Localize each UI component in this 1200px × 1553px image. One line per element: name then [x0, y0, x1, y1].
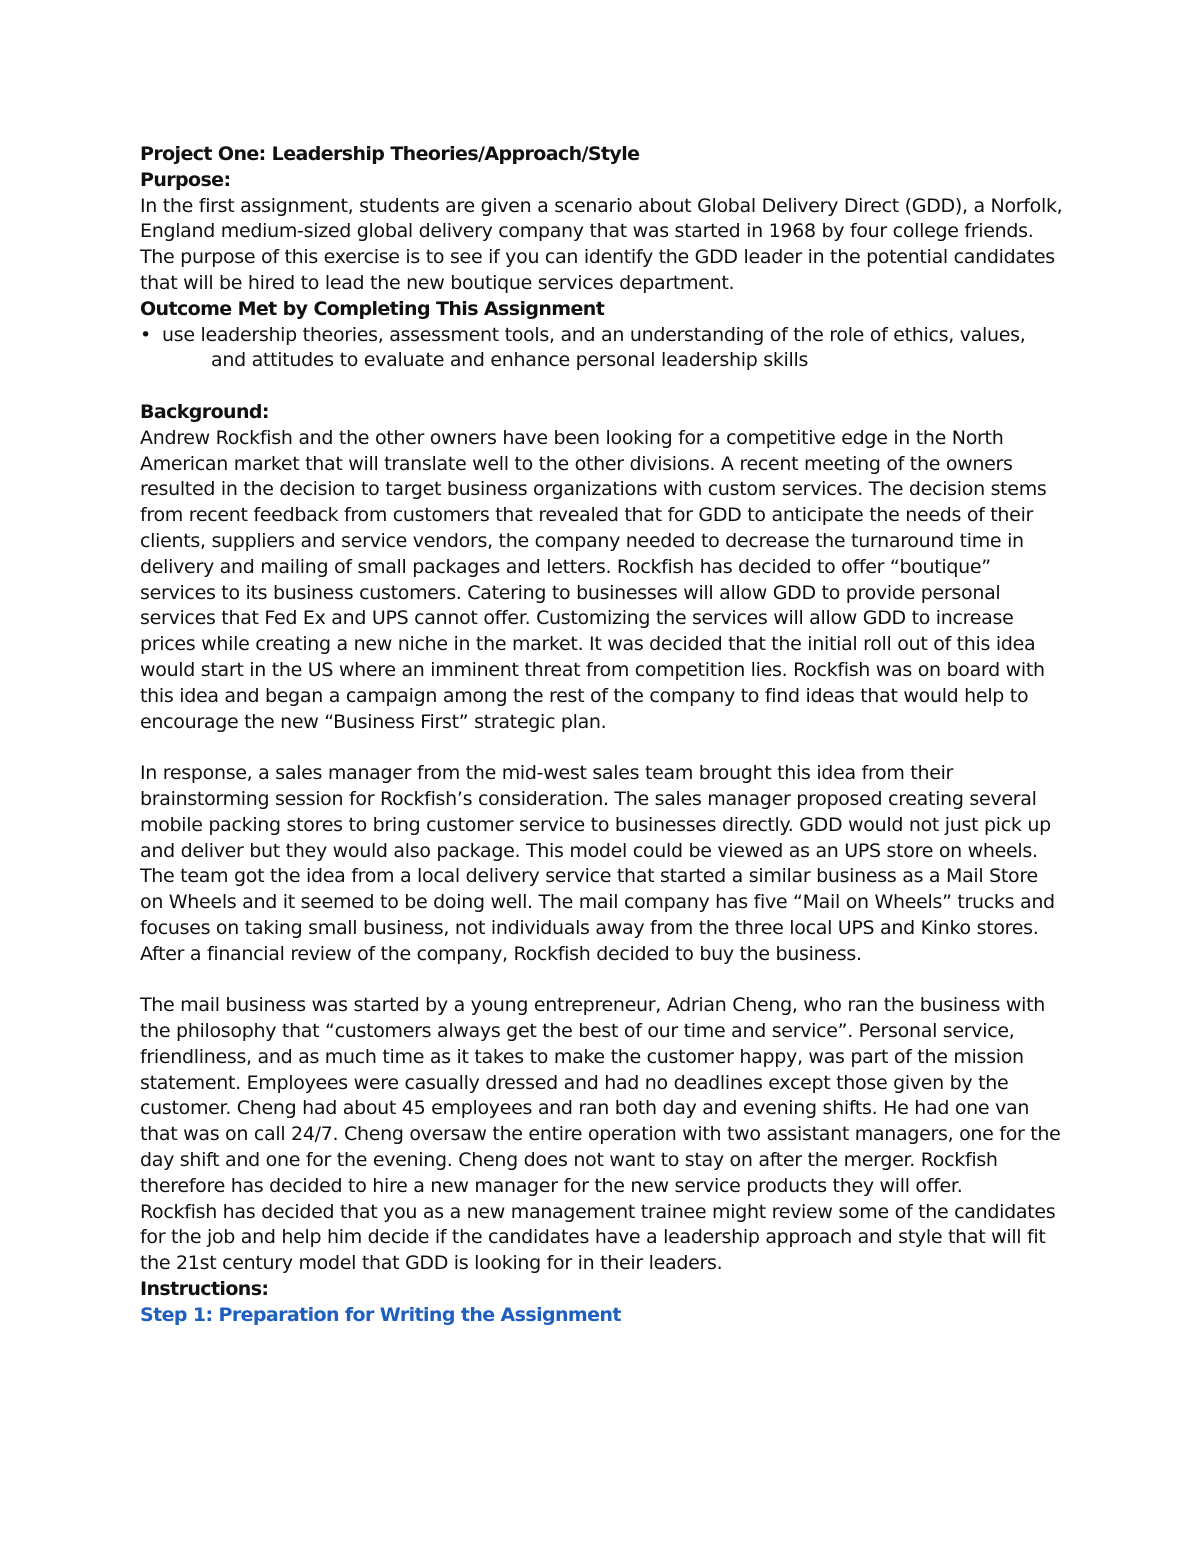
outcome-item-line2: and attitudes to evaluate and enhance personal leadership skills: [211, 349, 809, 372]
spacer: [140, 735, 1065, 761]
background-paragraph-1: Andrew Rockfish and the other owners have been looking for a competitive edge in the North American market that will translate well to the other divisions. A recent meeting of the owners resulted in the decision to target business organizations with custom services. The decision stems from recent feedback from customers that revealed that for GDD to anticipate the needs of their clients, suppliers and service vendors, the company needed to decrease the turnaround time in delivery and mailing of small packages and letters. Rockfish has decided to offer “boutique” services to its business customers. Catering to businesses will allow GDD to provide personal services that Fed Ex and UPS cannot offer. Customizing the services will allow GDD to increase prices while creating a new niche in the market. It was decided that the initial roll out of this idea would start in the US where an imminent threat from competition lies. Rockfish was on board with this idea and began a campaign among the rest of the company to find ideas that would help to encourage the new “Business First” strategic plan.: [140, 426, 1047, 733]
instructions-heading: Instructions:: [140, 1278, 269, 1301]
document-title: Project One: Leadership Theories/Approach/Style: [140, 143, 640, 165]
background-heading: Background:: [140, 400, 269, 423]
outcome-item-line1: use leadership theories, assessment tools, and an understanding of the role of ethics, values,: [162, 323, 1026, 346]
purpose-text: In the first assignment, students are given a scenario about Global Delivery Direct (GDD), a Norfolk, England medium-sized global delivery company that was started in 1968 by four college friends. The purpose of this exercise is to see if you can identify the GDD leader in the potential candidates that will be hired to lead the new boutique services department.: [140, 194, 1063, 294]
step-1-heading: Step 1: Preparation for Writing the Assignment: [140, 1303, 621, 1326]
bullet-icon: •: [140, 323, 151, 346]
spacer: [140, 968, 1065, 994]
background-paragraph-4: Rockfish has decided that you as a new management trainee might review some of the candidates for the job and help him decide if the candidates have a leadership approach and style that will fit the 21st century model that GDD is looking for in their leaders.: [140, 1200, 1056, 1275]
outcome-bullet-item: [140, 323, 1065, 349]
outcome-heading: Outcome Met by Completing This Assignment: [140, 297, 605, 320]
document-page: [140, 142, 1065, 1329]
purpose-heading: Purpose:: [140, 168, 231, 191]
background-paragraph-2: In response, a sales manager from the mid-west sales team brought this idea from their brainstorming session for Rockfish’s consideration. The sales manager proposed creating several mobile packing stores to bring customer service to businesses directly. GDD would not just pick up and deliver but they would also package. This model could be viewed as an UPS store on wheels. The team got the idea from a local delivery service that started a similar business as a Mail Store on Wheels and it seemed to be doing well. The mail company has five “Mail on Wheels” trucks and focuses on taking small business, not individuals away from the three local UPS and Kinko stores. After a financial review of the company, Rockfish decided to buy the business.: [140, 762, 1055, 965]
spacer: [140, 374, 1065, 400]
background-paragraph-3: The mail business was started by a young entrepreneur, Adrian Cheng, who ran the business with the philosophy that “customers always get the best of our time and service”. Personal service, friendliness, and as much time as it takes to make the customer happy, was part of the mission statement. Employees were casually dressed and had no deadlines except those given by the customer. Cheng had about 45 employees and ran both day and evening shifts. He had one van that was on call 24/7. Cheng oversaw the entire operation with two assistant managers, one for the day shift and one for the evening. Cheng does not want to stay on after the merger. Rockfish therefore has decided to hire a new manager for the new service products they will offer.: [140, 994, 1061, 1197]
